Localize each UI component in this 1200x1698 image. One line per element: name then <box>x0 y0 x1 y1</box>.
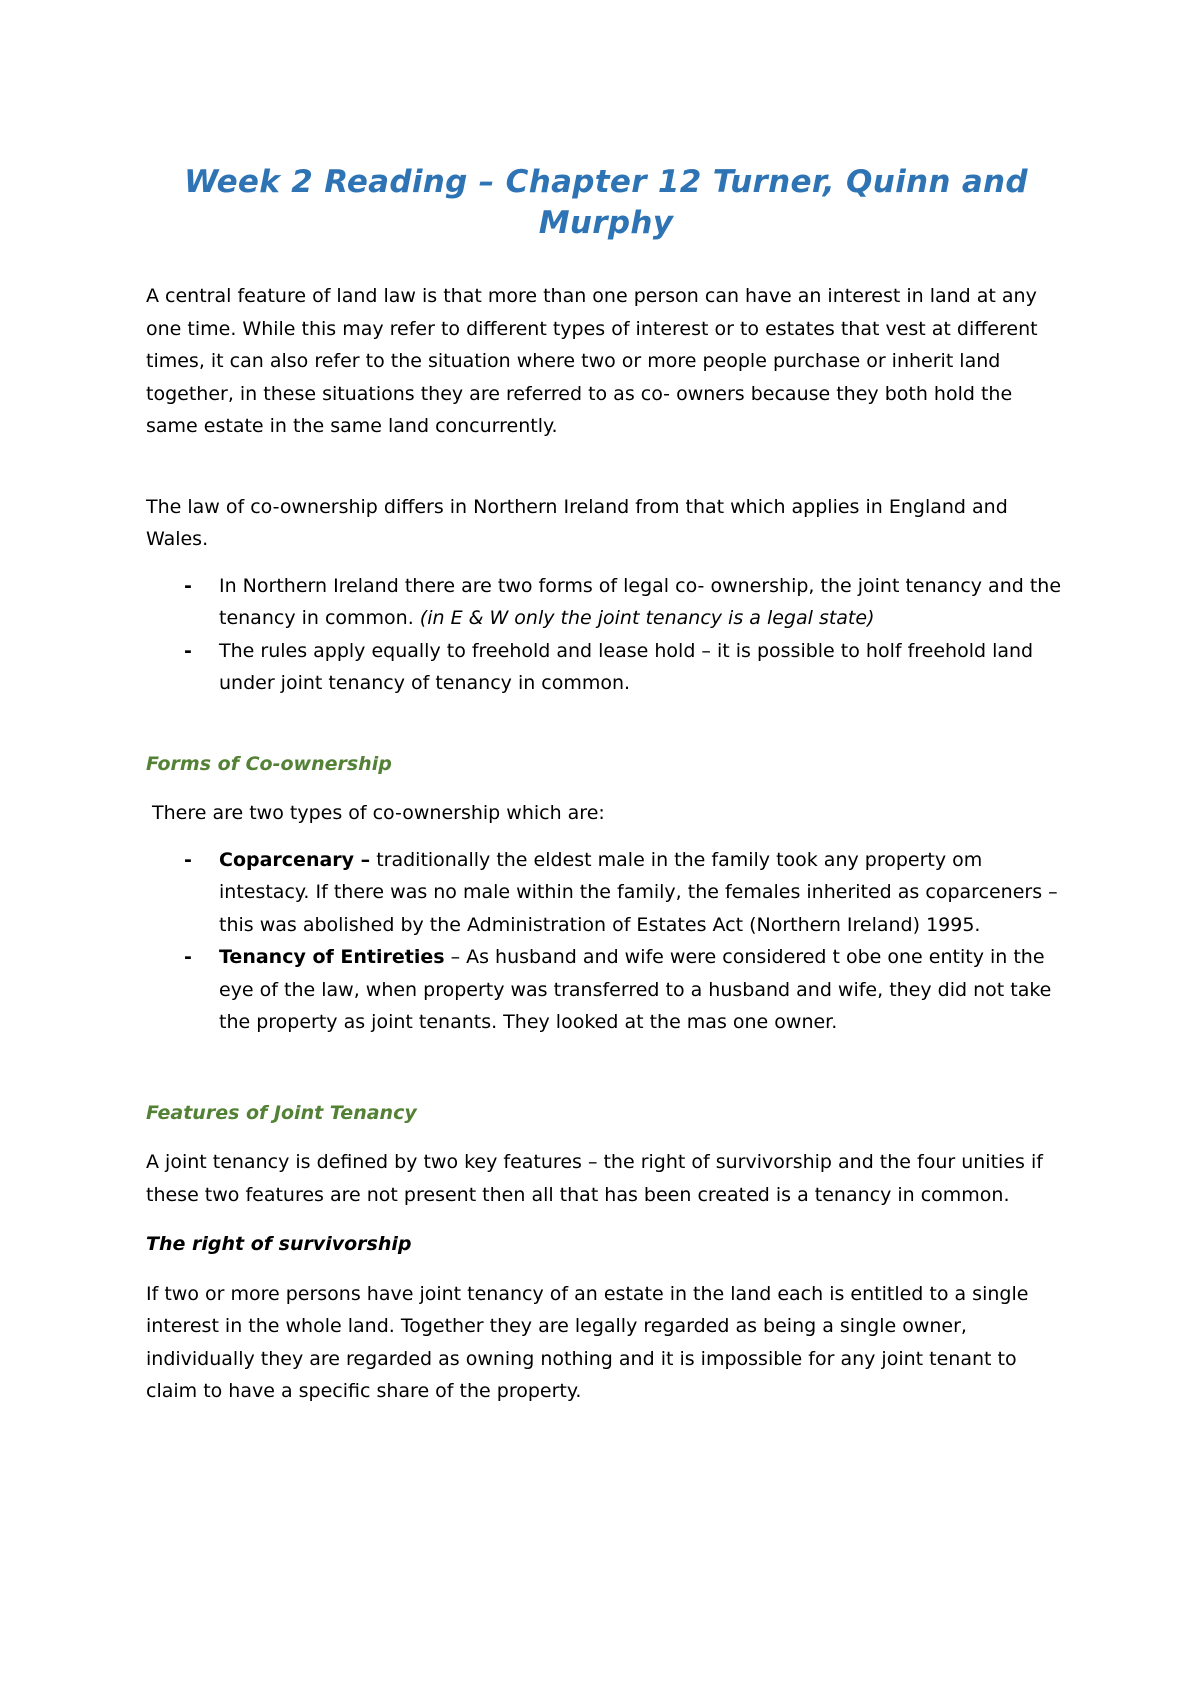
survivorship-heading: The right of survivorship <box>146 1233 412 1255</box>
joint-tenancy-heading: Features of Joint Tenancy <box>146 1101 417 1124</box>
forms-list <box>146 844 1066 1039</box>
list-item <box>146 941 1066 1039</box>
list-item <box>146 844 1066 942</box>
coownership-intro-paragraph: The law of co-ownership differs in Northern Ireland from that which applies in England and Wales. <box>146 495 1008 550</box>
list-item-text: In Northern Ireland there are two forms of legal co- ownership, the joint tenancy and the tenancy in common. <box>219 574 1062 629</box>
list-item-note: (in E & W only the joint tenancy is a legal state) <box>419 607 875 629</box>
joint-tenancy-paragraph: A joint tenancy is defined by two key features – the right of survivorship and the four unities if these two features are not present then all that has been created is a tenancy in common. <box>146 1151 1043 1206</box>
list-item-text: traditionally the eldest male in the family took any property om intestacy. If there was no male within the family, the females inherited as coparceners – this was abolished by the Administration of Estates Act (Northern Ireland) 1995. <box>219 848 1058 936</box>
forms-heading: Forms of Co-ownership <box>146 752 392 775</box>
dash-bullet: - <box>184 574 192 597</box>
forms-intro-paragraph: There are two types of co-ownership which are: <box>152 802 605 824</box>
survivorship-paragraph: If two or more persons have joint tenancy of an estate in the land each is entitled to a single interest in the whole land. Together they are legally regarded as being a single owner, individually they are regarded as owning nothing and it is impossible for any joint tenant to claim to have a specific share of the property. <box>146 1282 1029 1402</box>
dash-bullet: - <box>184 848 192 871</box>
coownership-list <box>146 570 1066 700</box>
page-title: Week 2 Reading – Chapter 12 Turner, Quinn and Murphy <box>184 164 1028 241</box>
list-item <box>146 635 1066 700</box>
list-item-text: – As husband and wife were considered t obe one entity in the eye of the law, when property was transferred to a husband and wife, they did not take the property as joint tenants. They looked at the mas one owner. <box>219 946 1052 1033</box>
list-item-term: Coparcenary – <box>219 848 371 871</box>
dash-bullet: - <box>184 946 192 968</box>
list-item-term: Tenancy of Entireties <box>219 946 445 968</box>
document-body <box>146 162 1066 1408</box>
list-item <box>146 570 1066 635</box>
dash-bullet: - <box>184 639 192 662</box>
list-item-text: The rules apply equally to freehold and lease hold – it is possible to holf freehold land under joint tenancy of tenancy in common. <box>219 639 1034 694</box>
intro-paragraph: A central feature of land law is that more than one person can have an interest in land at any one time. While this may refer to different types of interest or to estates that vest at different times, it can also refer to the situation where two or more people purchase or inherit land together, in these situations they are referred to as co- owners because they both hold the same estate in the same land concurrently. <box>146 285 1038 437</box>
